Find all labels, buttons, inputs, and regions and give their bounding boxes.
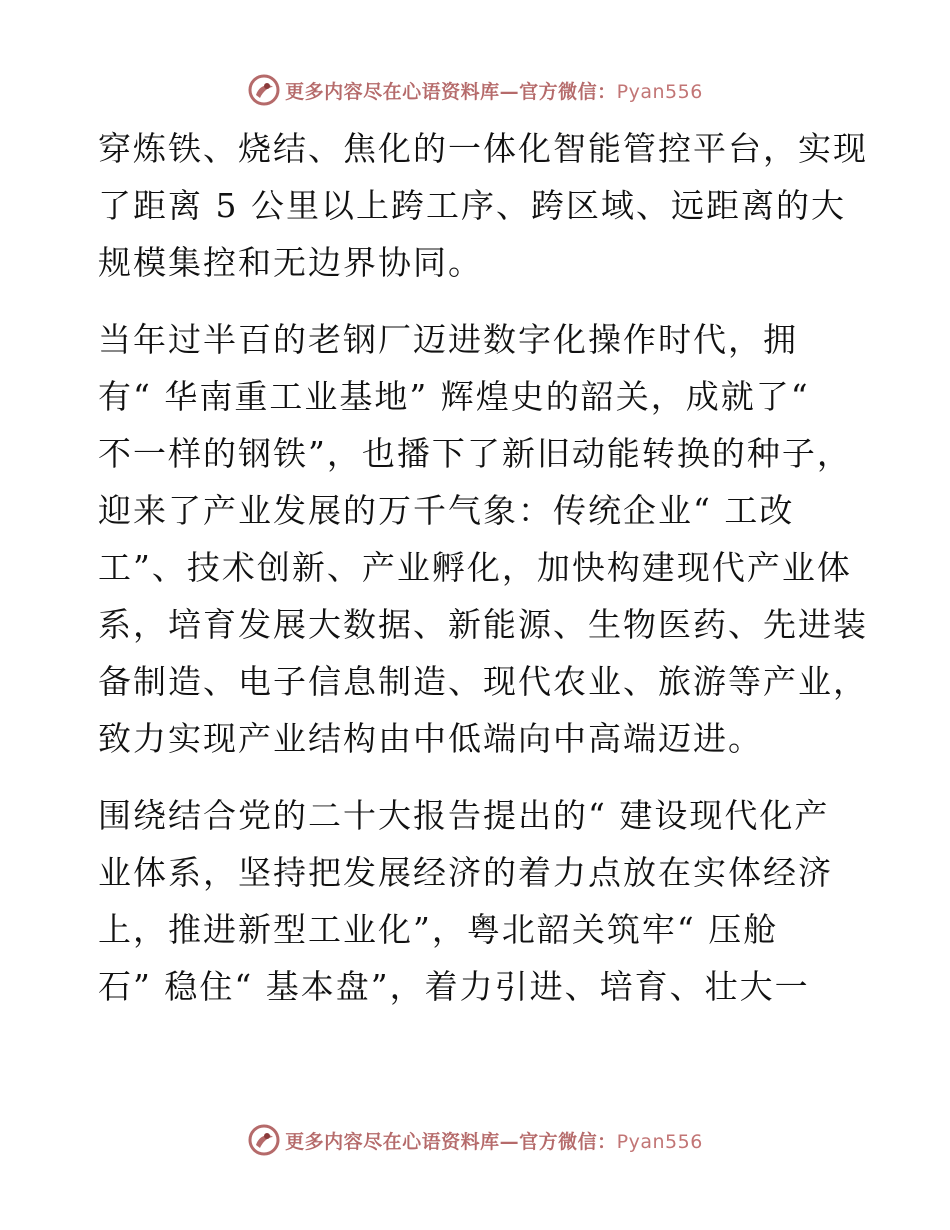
text-line: 迎来了产业发展的万千气象：传统企业“ 工改 bbox=[98, 491, 795, 530]
text-line: 不一样的钢铁”，也播下了新旧动能转换的种子， bbox=[98, 434, 852, 473]
document-body bbox=[98, 120, 868, 1015]
text-line: 工”、技术创新、产业孵化，加快构建现代产业体 bbox=[98, 548, 852, 587]
header-banner bbox=[0, 70, 950, 110]
text-line: 了距离 5 公里以上跨工序、跨区域、远距离的大 bbox=[98, 186, 846, 225]
text-line: 系，培育发展大数据、新能源、生物医药、先进装 bbox=[98, 605, 868, 644]
text-line: 上，推进新型工业化”，粤北韶关筑牢“ 压舱 bbox=[98, 910, 779, 949]
text-line: 业体系，坚持把发展经济的着力点放在实体经济 bbox=[98, 853, 833, 892]
text-line: 围绕结合党的二十大报告提出的“ 建设现代化产 bbox=[98, 796, 830, 835]
banner-text: 更多内容尽在心语资料库—官方微信：Pyan556 bbox=[285, 80, 703, 103]
text-line: 规模集控和无边界协同。 bbox=[98, 243, 483, 282]
wechat-id: Pyan556 bbox=[616, 80, 703, 103]
wechat-id: Pyan556 bbox=[616, 1130, 703, 1153]
text-line: 致力实现产业结构由中低端向中高端迈进。 bbox=[98, 719, 763, 758]
footer-banner bbox=[0, 1120, 950, 1160]
text-line: 当年过半百的老钢厂迈进数字化操作时代，拥 bbox=[98, 320, 798, 359]
text-line: 穿炼铁、烧结、焦化的一体化智能管控平台，实现 bbox=[98, 129, 868, 168]
rose-seal-icon bbox=[247, 1123, 281, 1157]
paragraph-1 bbox=[98, 120, 868, 291]
banner-text: 更多内容尽在心语资料库—官方微信：Pyan556 bbox=[285, 1130, 703, 1153]
paragraph-2 bbox=[98, 311, 868, 767]
text-line: 石” 稳住“ 基本盘”，着力引进、培育、壮大一 bbox=[98, 967, 810, 1006]
paragraph-3 bbox=[98, 787, 858, 1015]
text-line: 有“ 华南重工业基地” 辉煌史的韶关，成就了“ bbox=[98, 377, 810, 416]
text-line: 备制造、电子信息制造、现代农业、旅游等产业， bbox=[98, 662, 868, 701]
rose-seal-icon bbox=[247, 73, 281, 107]
